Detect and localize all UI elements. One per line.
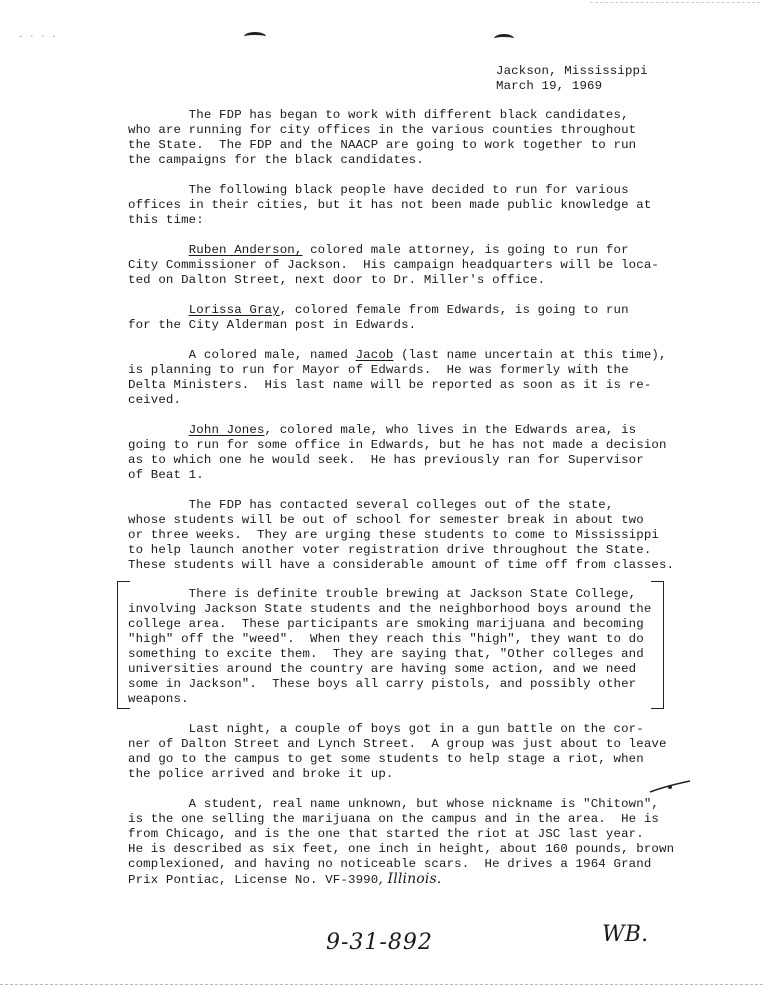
p8-line-2: involving Jackson State students and the neighborhood boys around the [128,602,652,616]
p6-line-2: going to run for some office in Edwards, but he has not made a decision [128,438,667,452]
p6-line-3: as to which one he would seek. He has previously ran for Supervisor [128,453,644,467]
p5-line-4: ceived. [128,393,182,407]
p10-line-4: He is described as six feet, one inch in height, about 160 pounds, brown [128,842,675,856]
candidate-name-john-jones: John Jones [188,423,265,437]
p2-line-3: this time: [128,213,204,227]
p2-line-2: offices in their cities, but it has not been made public knowledge at [128,198,652,212]
p7-line-4: to help launch another voter registration drive throughout the State. [128,543,652,557]
p5-line-3: Delta Ministers. His last name will be reported as soon as it is re- [128,378,652,392]
p10-line-6 [128,872,441,888]
scan-edge-bottom [0,984,763,985]
p10-line-1: A student, real name unknown, but whose nickname is "Chitown", [128,797,659,811]
margin-bracket-right [651,581,664,709]
p7-line-1: The FDP has contacted several colleges out of the state, [128,498,614,512]
p1-line-2: who are running for city offices in the various counties throughout [128,123,637,137]
p9-line-1: Last night, a couple of boys got in a gun battle on the cor- [128,722,644,736]
handwritten-initials: WB. [602,922,649,947]
p3-line-3: ted on Dalton Street, next door to Dr. Miller's office. [128,273,546,287]
p1-line-3: the State. The FDP and the NAACP are going to work together to run [128,138,637,152]
date-line: March 19, 1969 [496,79,603,93]
p1-line-1: The FDP has began to work with different black candidates, [128,108,629,122]
p4-line-1 [128,303,629,318]
p7-line-3: or three weeks. They are urging these students to come to Mississippi [128,528,659,542]
p8-line-5: something to excite them. They are saying that, "Other colleges and [128,647,644,661]
p8-line-4: "high" off the "weed". When they reach this "high", they want to do [128,632,644,646]
p6-line-1 [128,423,636,438]
p7-line-5: These students will have a considerable amount of time off from classes. [128,558,675,572]
punch-mark-left [244,32,266,41]
p8-line-8: weapons. [128,692,189,706]
p3-line-2: City Commissioner of Jackson. His campaign headquarters will be loca- [128,258,659,272]
p7-line-2: whose students will be out of school for semester break in about two [128,513,644,527]
scan-marks: - · · · [18,32,57,42]
p3-line-1 [128,243,629,258]
place-line: Jackson, Mississippi [496,64,648,78]
p6-line-1-rest: , colored male, who lives in the Edwards area, is [264,423,637,437]
p5-line-1 [128,348,667,363]
p8-line-3: college area. These participants are smoking marijuana and becoming [128,617,644,631]
handwritten-file-number: 9-31-892 [326,930,433,955]
p8-line-6: universities around the country are having some action, and we need [128,662,637,676]
p4-line-2: for the City Alderman post in Edwards. [128,318,417,332]
p10-line-2: is the one selling the marijuana on the campus and in the area. He is [128,812,659,826]
p10-line-6-text: Prix Pontiac, License No. VF-3990 [128,873,379,887]
p6-line-4: of Beat 1. [128,468,204,482]
scan-edge-top [590,2,760,3]
p8-line-7: some in Jackson". These boys all carry pistols, and possibly other [128,677,637,691]
p2-line-1: The following black people have decided to run for various [128,183,629,197]
p5-line-2: is planning to run for Mayor of Edwards. He was formerly with the [128,363,629,377]
p3-line-1-rest: colored male attorney, is going to run for [302,243,629,257]
p10-line-5: complexioned, and having no noticeable scars. He drives a 1964 Grand [128,857,652,871]
punch-mark-right [494,34,514,43]
p5-line-1-post: (last name uncertain at this time), [393,348,667,362]
p9-line-2: ner of Dalton Street and Lynch Street. A group was just about to leave [128,737,667,751]
candidate-name-lorissa-gray: Lorissa Gray [188,303,280,317]
candidate-name-ruben-anderson: Ruben Anderson, [188,243,303,257]
p10-line-3: from Chicago, and is the one that started the riot at JSC last year. [128,827,644,841]
p5-line-1-pre: A colored male, named [128,348,356,362]
p9-line-4: the police arrived and broke it up. [128,767,394,781]
p4-line-1-rest: , colored female from Edwards, is going to run [279,303,629,317]
candidate-name-jacob: Jacob [355,348,394,362]
p1-line-4: the campaigns for the black candidates. [128,153,424,167]
handwritten-state: , Illinois. [378,871,442,887]
p9-line-3: and go to the campus to get some students to help stage a riot, when [128,752,644,766]
pen-stroke-mark [648,778,692,796]
p8-line-1: There is definite trouble brewing at Jackson State College, [128,587,637,601]
